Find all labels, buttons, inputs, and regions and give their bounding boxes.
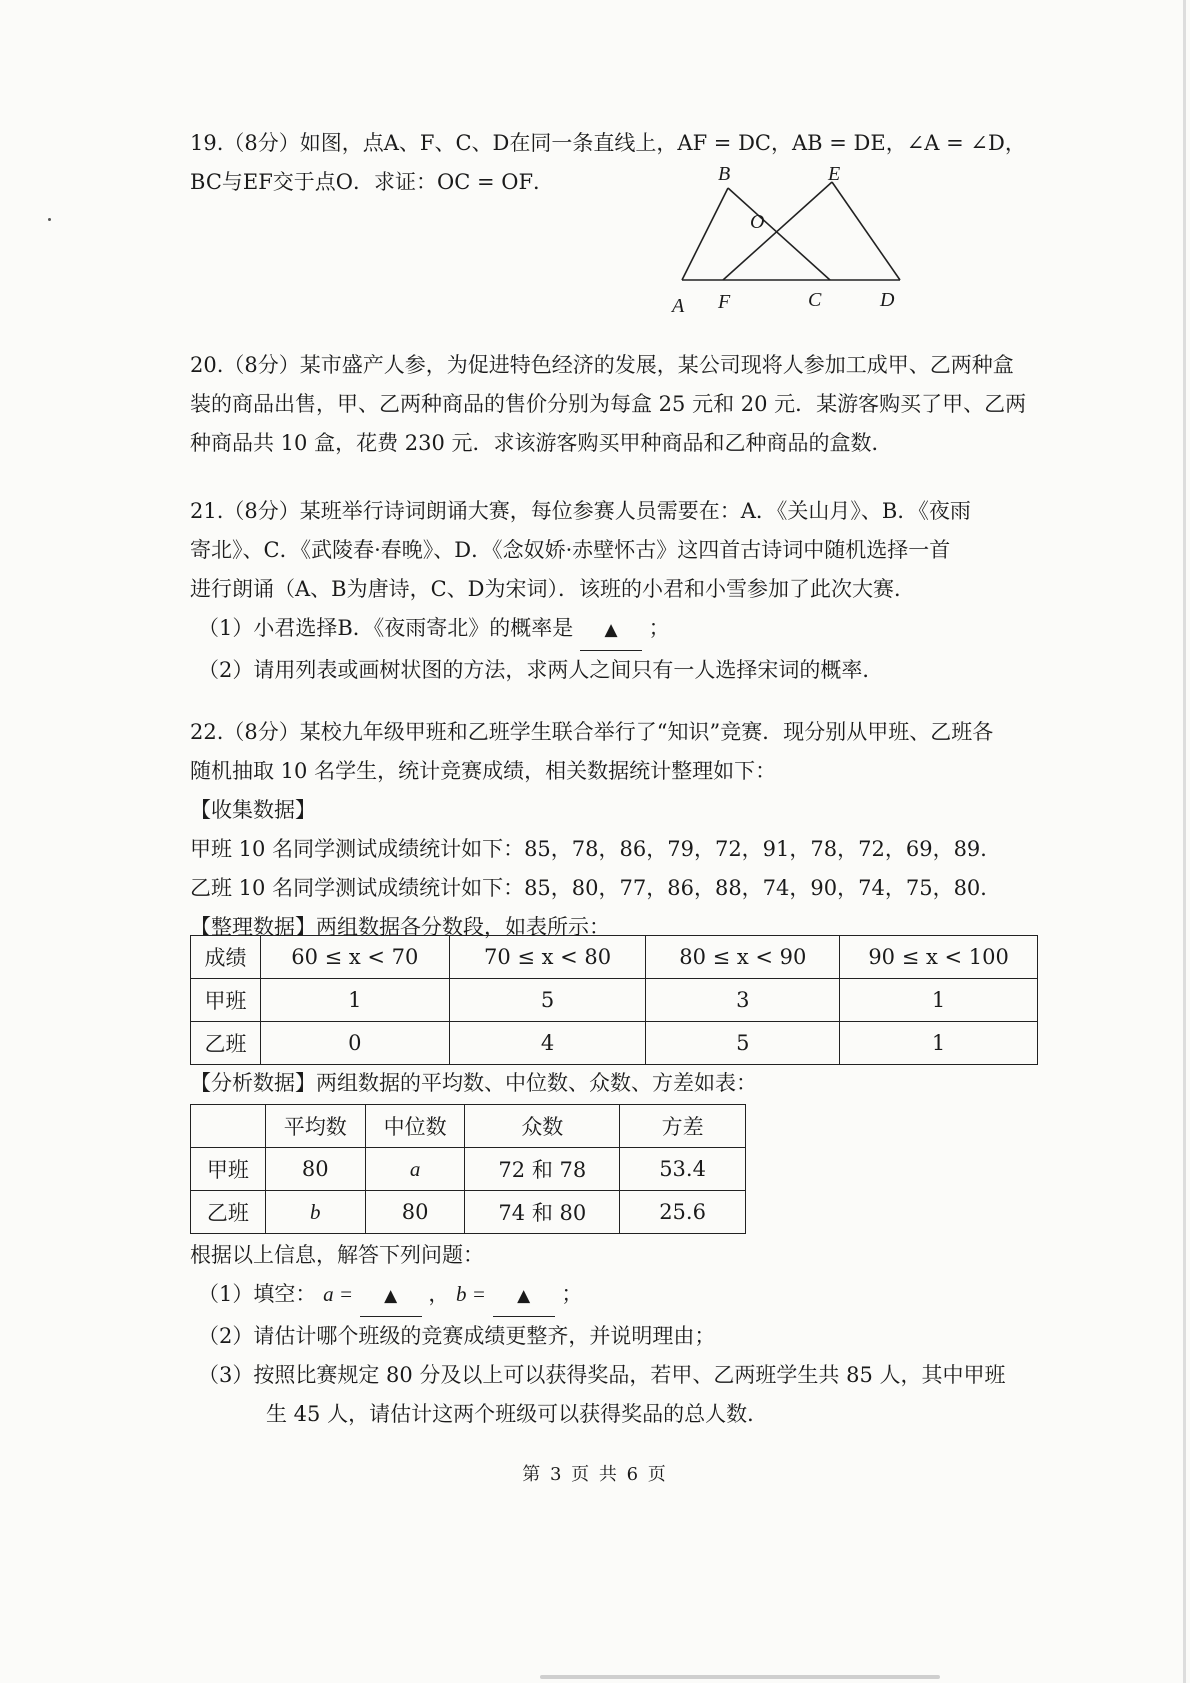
q21-line-1: 21.（8分）某班举行诗词朗诵大赛，每位参赛人员需要在：A．《关山月》、B．《夜雨 xyxy=(190,499,971,523)
var-b-label: b = xyxy=(456,1282,486,1306)
page-footer: 第 3 页 共 6 页 xyxy=(522,1464,668,1485)
question-21 xyxy=(190,492,1035,690)
table-cell: b xyxy=(265,1191,365,1234)
q22-part1-sep: ， xyxy=(428,1282,450,1306)
scan-edge-shadow-bottom xyxy=(540,1675,940,1679)
table-row xyxy=(191,1191,746,1234)
q21-part-2: （2）请用列表或画树状图的方法，求两人之间只有一人选择宋词的概率． xyxy=(198,658,884,682)
scan-edge-shadow xyxy=(1183,0,1186,1683)
label-O: O xyxy=(750,211,765,233)
table-header-cell xyxy=(191,1105,266,1148)
geometry-figure xyxy=(660,160,970,325)
answer-blank-b: ▲ xyxy=(493,1277,555,1317)
q22-part1-end: ； xyxy=(561,1282,583,1306)
table-header-cell: 成绩 xyxy=(191,936,261,979)
table-cell: 4 xyxy=(449,1022,646,1065)
table-cell: 1 xyxy=(260,979,449,1022)
table-cell: 乙班 xyxy=(191,1191,266,1234)
label-F: F xyxy=(718,291,731,313)
q22-questions xyxy=(190,1236,1035,1434)
table-cell: 25.6 xyxy=(620,1191,746,1234)
label-D: D xyxy=(880,289,895,311)
analyze-heading-block xyxy=(190,1064,1035,1103)
score-range-table xyxy=(190,935,1038,1065)
q19-line-1: 19.（8分）如图，点A、F、C、D在同一条直线上，AF = DC，AB = DE，∠A = ∠D， xyxy=(190,131,1026,155)
table-cell: 80 xyxy=(365,1191,465,1234)
answer-blank: ▲ xyxy=(580,611,642,651)
table-header-row xyxy=(191,1105,746,1148)
table-header-cell: 70 ≤ x < 80 xyxy=(449,936,646,979)
question-20 xyxy=(190,346,1035,463)
q22-part1-text: （1）填空： xyxy=(198,1282,317,1306)
analyze-data-heading: 【分析数据】两组数据的平均数、中位数、众数、方差如表： xyxy=(190,1071,757,1095)
label-B: B xyxy=(718,163,731,185)
table-header-row xyxy=(191,936,1038,979)
segment-EF xyxy=(723,182,832,280)
q22-line-2: 随机抽取 10 名学生，统计竞赛成绩，相关数据统计整理如下： xyxy=(190,759,777,783)
table-header-cell: 方差 xyxy=(620,1105,746,1148)
q19-line-2: BC与EF交于点O．求证：OC = OF． xyxy=(190,170,555,194)
label-A: A xyxy=(672,295,685,317)
label-C: C xyxy=(808,289,822,311)
table-cell: 甲班 xyxy=(191,979,261,1022)
var-a-label: a = xyxy=(323,1282,353,1306)
table-cell: 72 和 78 xyxy=(465,1148,620,1191)
q22-part-3-line-2: 生 45 人，请估计这两个班级可以获得奖品的总人数． xyxy=(266,1402,769,1426)
q22-prompt: 根据以上信息，解答下列问题： xyxy=(190,1243,484,1267)
q21-part-1 xyxy=(190,609,1035,651)
segment-ED xyxy=(832,182,900,280)
segment-AB xyxy=(682,188,728,280)
table-cell: 53.4 xyxy=(620,1148,746,1191)
table-cell: a xyxy=(365,1148,465,1191)
question-22 xyxy=(190,713,1035,947)
q22-line-1: 22.（8分）某校九年级甲班和乙班学生联合举行了“知识”竞赛．现分别从甲班、乙班各 xyxy=(190,720,994,744)
table-header-cell: 80 ≤ x < 90 xyxy=(646,936,840,979)
table-cell: 80 xyxy=(265,1148,365,1191)
answer-blank-a: ▲ xyxy=(360,1277,422,1317)
organize-data-heading: 【整理数据】两组数据各分数段，如表所示： xyxy=(190,915,610,939)
table-header-cell: 60 ≤ x < 70 xyxy=(260,936,449,979)
scan-speck xyxy=(48,218,51,221)
q21-part1-suffix: ； xyxy=(648,616,670,640)
statistics-table xyxy=(190,1104,746,1234)
class-b-scores: 乙班 10 名同学测试成绩统计如下：85，80，77，86，88，74，90，74，75，80． xyxy=(190,876,1002,900)
table-cell: 3 xyxy=(646,979,840,1022)
table-cell: 乙班 xyxy=(191,1022,261,1065)
q22-part-1 xyxy=(190,1275,1035,1317)
q20-line-3: 种商品共 10 盒，花费 230 元．求该游客购买甲种商品和乙种商品的盒数． xyxy=(190,431,893,455)
table-cell: 5 xyxy=(449,979,646,1022)
table-header-cell: 90 ≤ x < 100 xyxy=(840,936,1038,979)
q22-part-3-line-1: （3）按照比赛规定 80 分及以上可以获得奖品，若甲、乙两班学生共 85 人，其中甲班 xyxy=(198,1363,1006,1387)
q20-line-1: 20.（8分）某市盛产人参，为促进特色经济的发展，某公司现将人参加工成甲、乙两种盒 xyxy=(190,353,1014,377)
table-header-cell: 众数 xyxy=(465,1105,620,1148)
segment-BC xyxy=(728,188,830,280)
table-cell: 0 xyxy=(260,1022,449,1065)
table-cell: 1 xyxy=(840,1022,1038,1065)
q21-line-2: 寄北》、C．《武陵春·春晚》、D．《念奴娇·赤壁怀古》这四首古诗词中随机选择一首 xyxy=(190,538,951,562)
q20-line-2: 装的商品出售，甲、乙两种商品的售价分别为每盒 25 元和 20 元．某游客购买了甲、乙两 xyxy=(190,392,1027,416)
table-cell: 74 和 80 xyxy=(465,1191,620,1234)
table-cell: 甲班 xyxy=(191,1148,266,1191)
class-a-scores: 甲班 10 名同学测试成绩统计如下：85，78，86，79，72，91，78，72，69，89． xyxy=(190,837,1002,861)
q21-part1-text: （1）小君选择B．《夜雨寄北》的概率是 xyxy=(198,616,574,640)
table-cell: 1 xyxy=(840,979,1038,1022)
table-cell: 5 xyxy=(646,1022,840,1065)
table-header-cell: 平均数 xyxy=(265,1105,365,1148)
table-row xyxy=(191,979,1038,1022)
label-E: E xyxy=(828,163,841,185)
q21-line-3: 进行朗诵（A、B为唐诗，C、D为宋词）．该班的小君和小雪参加了此次大赛． xyxy=(190,577,915,601)
collect-data-heading: 【收集数据】 xyxy=(190,798,316,822)
q22-part-2: （2）请估计哪个班级的竞赛成绩更整齐，并说明理由； xyxy=(198,1324,716,1348)
table-row xyxy=(191,1148,746,1191)
table-row xyxy=(191,1022,1038,1065)
table-header-cell: 中位数 xyxy=(365,1105,465,1148)
